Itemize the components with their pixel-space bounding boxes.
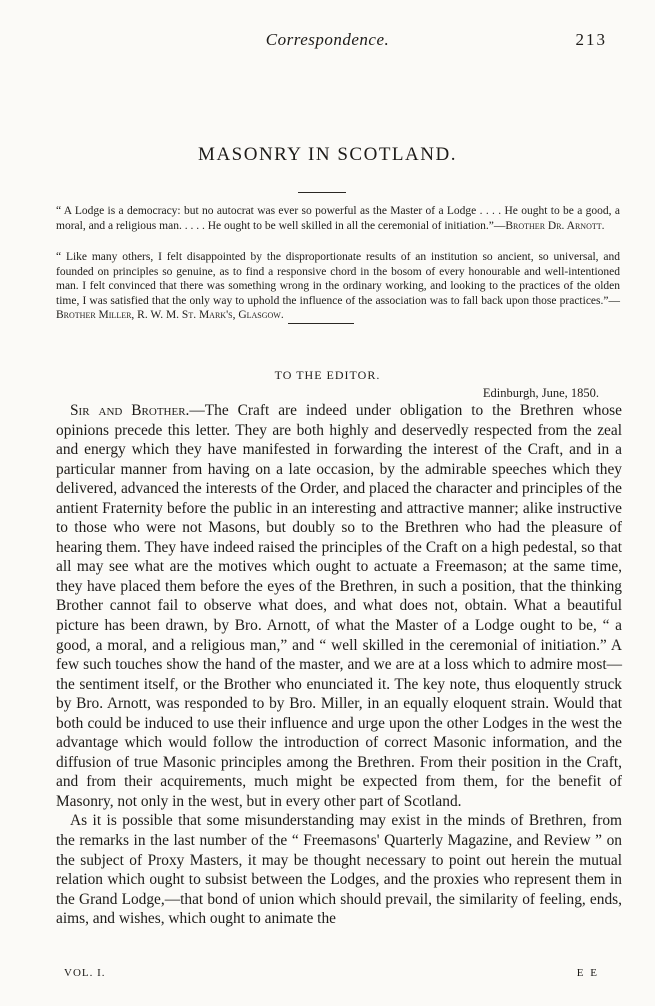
paragraph — [56, 401, 622, 811]
running-head — [0, 30, 655, 54]
signature-mark: E E — [576, 967, 599, 979]
addressee: TO THE EDITOR. — [274, 368, 381, 382]
page-number: 213 — [575, 30, 607, 49]
epigraph-arnott — [56, 204, 620, 233]
running-head-title: Correspondence. — [265, 30, 390, 49]
epigraph-attribution: Brother Dr. Arnott. — [505, 219, 605, 232]
volume-mark: VOL. I. — [64, 967, 106, 979]
epigraph-divider — [288, 323, 354, 324]
dateline: Edinburgh, June, 1850. — [482, 386, 599, 400]
letter-body — [56, 401, 622, 929]
paragraph: As it is possible that some misunderstanding may exist in the minds of Brethren, from the remarks in the last number of the “ Freemasons' Quarterly Magazine, and Review ” on the subject of Proxy Masters, it may be thought necessary to point out herein the mutual relation which ought to subsist between the Lodges, and the proxies who represent them in the Grand Lodge,—that bond of union which should prevail, the similarity of feeling, ends, aims, and wishes, which ought to animate the — [56, 812, 622, 928]
title-divider — [298, 192, 346, 193]
article-title: MASONRY IN SCOTLAND. — [198, 144, 457, 165]
epigraph-text: “ Like many others, I felt disappointed by the disproportionate results of an institution so ancient, so universal, and founded on principles so genuine, as to find a responsive chord in the bosom of every honourable and well-intentioned man. I felt convinced that there was something wrong in the ordinary working, and looking to the practices of the olden time, I was satisfied that the only way to uphold the influence of the association was to fall back upon those practices.”— — [56, 251, 620, 307]
epigraph-attribution: Brother Miller, R. W. M. St. Mark's, Glasgow. — [56, 309, 284, 321]
salutation: Sir and Brother. — [70, 402, 190, 419]
epigraph-miller — [56, 250, 620, 323]
epigraph-text: “ A Lodge is a democracy: but no autocrat was ever so powerful as the Master of a Lodge . . . . He ought to be a good, a moral, and a religious man. . . . . He ought to be well skilled in all the ceremonial of initiation.”— — [56, 205, 620, 232]
paragraph-text: —The Craft are indeed under obligation to the Brethren whose opinions precede this letter. They are both highly and deservedly respected from the zeal and energy which they have manifested in forwarding the interest of the Craft, and in a particular manner from having on a late occasion, by the admirable speeches which they delivered, advanced the interests of the Order, and placed the character and principles of the antient Fraternity before the public in an interesting and attractive manner; alike instructive to those who were not Masons, but doubly so to the Brethren who had the pleasure of hearing them. They have indeed raised the principles of the Craft on a high pedestal, so that all may see what are the motives which ought to actuate a Freemason; at the same time, they have placed them before the eyes of the Brethren, in such a position, that the thinking Brother cannot fail to observe what does, and what does not, obtain. What a beautiful picture has been drawn, by Bro. Arnott, of what the Master of a Lodge ought to be, “ a good, a moral, and a religious man,” and “ well skilled in the ceremonial of initiation.” A few such touches show the hand of the master, and we are at a loss which to admire most—the sentiment itself, or the Brother who enunciated it. The key note, thus eloquently struck by Bro. Arnott, was responded to by Bro. Miller, in an equally eloquent strain. Would that both could be induced to use their influence and urge upon the other Lodges in the west the advantage which would follow the introduction of correct Masonic information, and the diffusion of true Masonic principles among the Brethren. From their position in the Craft, and from their acquirements, much might be expected from them, for the benefit of Masonry, not only in the west, but in every other part of Scotland. — [56, 402, 623, 810]
